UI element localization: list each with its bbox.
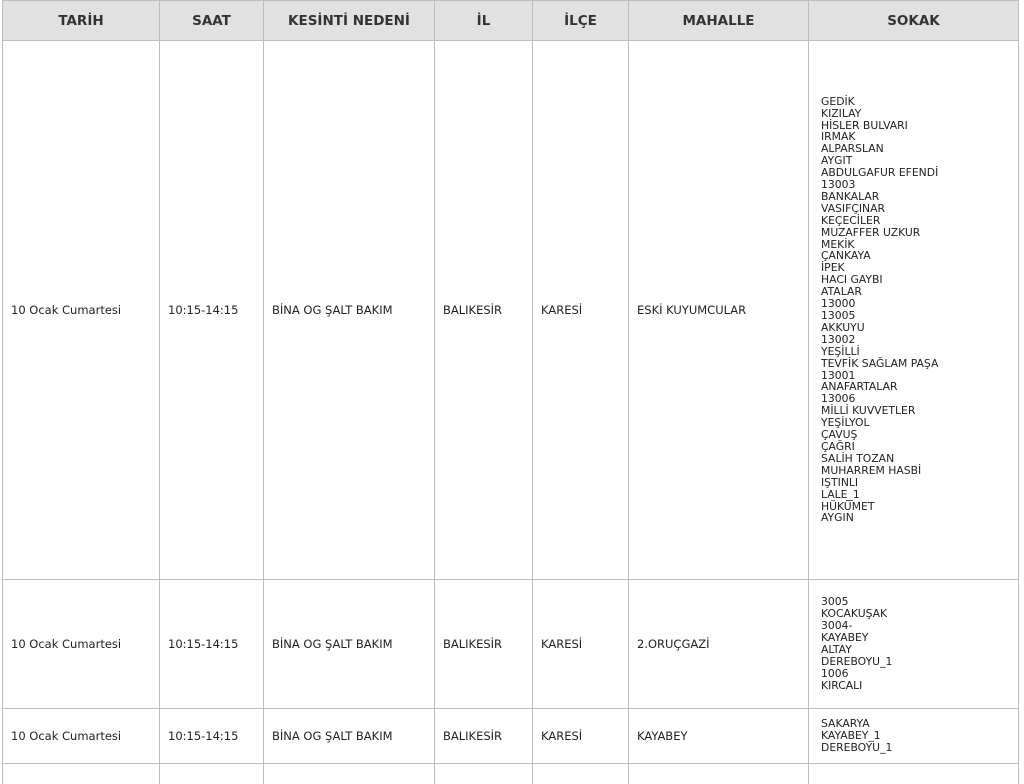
- street-name: ÇAĞRI: [821, 441, 1018, 453]
- header-sokak: SOKAK: [809, 1, 1019, 41]
- street-name: GEDİK: [821, 96, 1018, 108]
- cell-kesinti-nedeni: BİNA OG ŞALT BAKIM: [264, 41, 435, 580]
- street-name: LALE_1: [821, 489, 1018, 501]
- street-name: MEKİK: [821, 239, 1018, 251]
- street-name: IŞTINLI: [821, 477, 1018, 489]
- cell-mahalle: KAYABEY: [629, 709, 809, 764]
- street-name: ATALAR: [821, 286, 1018, 298]
- header-saat: SAAT: [160, 1, 264, 41]
- cell-il: BALIKESİR: [435, 580, 533, 709]
- street-name: IRMAK: [821, 131, 1018, 143]
- street-name: 1006: [821, 668, 1018, 680]
- street-name: MUZAFFER UZKUR: [821, 227, 1018, 239]
- street-name: YEŞİLYOL: [821, 417, 1018, 429]
- street-name: İPEK: [821, 262, 1018, 274]
- cell-saat: 10:15-14:15: [160, 41, 264, 580]
- street-name: 13006: [821, 393, 1018, 405]
- cell-kesinti-nedeni: BİNA OG ŞALT BAKIM: [264, 709, 435, 764]
- cell-sokak-list: [809, 41, 1019, 580]
- street-name: MİLLİ KUVVETLER: [821, 405, 1018, 417]
- cell-tarih: 10 Ocak Cumartesi: [3, 41, 160, 580]
- cell-ilce: KARESİ: [533, 580, 629, 709]
- cell-ilce: KARESİ: [533, 41, 629, 580]
- cell-saat: 10:15-14:15: [160, 709, 264, 764]
- street-name: DEREBOYU_1: [821, 742, 1018, 754]
- street-name: ÇAVUŞ: [821, 429, 1018, 441]
- street-name: 13001: [821, 370, 1018, 382]
- table-header-row: [3, 1, 1019, 41]
- header-ilce: İLÇE: [533, 1, 629, 41]
- street-name: ANAFARTALAR: [821, 381, 1018, 393]
- street-name: KAYABEY: [821, 632, 1018, 644]
- street-name: 13003: [821, 179, 1018, 191]
- street-name: SALİH TOZAN: [821, 453, 1018, 465]
- street-name: ALTAY: [821, 644, 1018, 656]
- header-il: İL: [435, 1, 533, 41]
- street-name: KOCAKUŞAK: [821, 608, 1018, 620]
- street-name: 13000: [821, 298, 1018, 310]
- street-name: SAKARYA: [821, 718, 1018, 730]
- street-name: ÇANKAYA: [821, 250, 1018, 262]
- street-name: KIRCALI: [821, 680, 1018, 692]
- street-name: KAYABEY_1: [821, 730, 1018, 742]
- street-name: ABDULGAFUR EFENDİ: [821, 167, 1018, 179]
- cell-tarih: 10 Ocak Cumartesi: [3, 580, 160, 709]
- street-name: HACI GAYBI: [821, 274, 1018, 286]
- street-name: AYGIT: [821, 155, 1018, 167]
- header-mahalle: MAHALLE: [629, 1, 809, 41]
- table-row: [3, 709, 1019, 764]
- street-name: BANKALAR: [821, 191, 1018, 203]
- table-row: [3, 41, 1019, 580]
- cell-saat: 10:15-14:15: [160, 580, 264, 709]
- cell-tarih: 10 Ocak Cumartesi: [3, 709, 160, 764]
- street-name: KEÇECİLER: [821, 215, 1018, 227]
- street-name: HİSLER BULVARI: [821, 120, 1018, 132]
- street-name: 13005: [821, 310, 1018, 322]
- street-name: 13002: [821, 334, 1018, 346]
- street-name: YEŞİLLİ: [821, 346, 1018, 358]
- street-name: ALPARSLAN: [821, 143, 1018, 155]
- street-name: 3004-: [821, 620, 1018, 632]
- street-name: DEREBOYU_1: [821, 656, 1018, 668]
- header-kesinti-nedeni: KESİNTİ NEDENİ: [264, 1, 435, 41]
- cell-sokak-list: [809, 580, 1019, 709]
- cell-il: BALIKESİR: [435, 709, 533, 764]
- cell-il: BALIKESİR: [435, 41, 533, 580]
- header-tarih: TARİH: [3, 1, 160, 41]
- street-name: MUHARREM HASBİ: [821, 465, 1018, 477]
- outage-table: [2, 0, 1019, 784]
- cell-sokak-list: [809, 709, 1019, 764]
- table-row: [3, 580, 1019, 709]
- table-row-partial: [3, 764, 1019, 784]
- street-name: VASIFÇINAR: [821, 203, 1018, 215]
- cell-kesinti-nedeni: BİNA OG ŞALT BAKIM: [264, 580, 435, 709]
- cell-ilce: KARESİ: [533, 709, 629, 764]
- cell-mahalle: 2.ORUÇGAZİ: [629, 580, 809, 709]
- street-name: TEVFİK SAĞLAM PAŞA: [821, 358, 1018, 370]
- street-name: 3005: [821, 596, 1018, 608]
- cell-mahalle: ESKİ KUYUMCULAR: [629, 41, 809, 580]
- street-name: KIZILAY: [821, 108, 1018, 120]
- street-name: AKKUYU: [821, 322, 1018, 334]
- street-name: HÜKÜMET: [821, 501, 1018, 513]
- street-name: AYGIN: [821, 512, 1018, 524]
